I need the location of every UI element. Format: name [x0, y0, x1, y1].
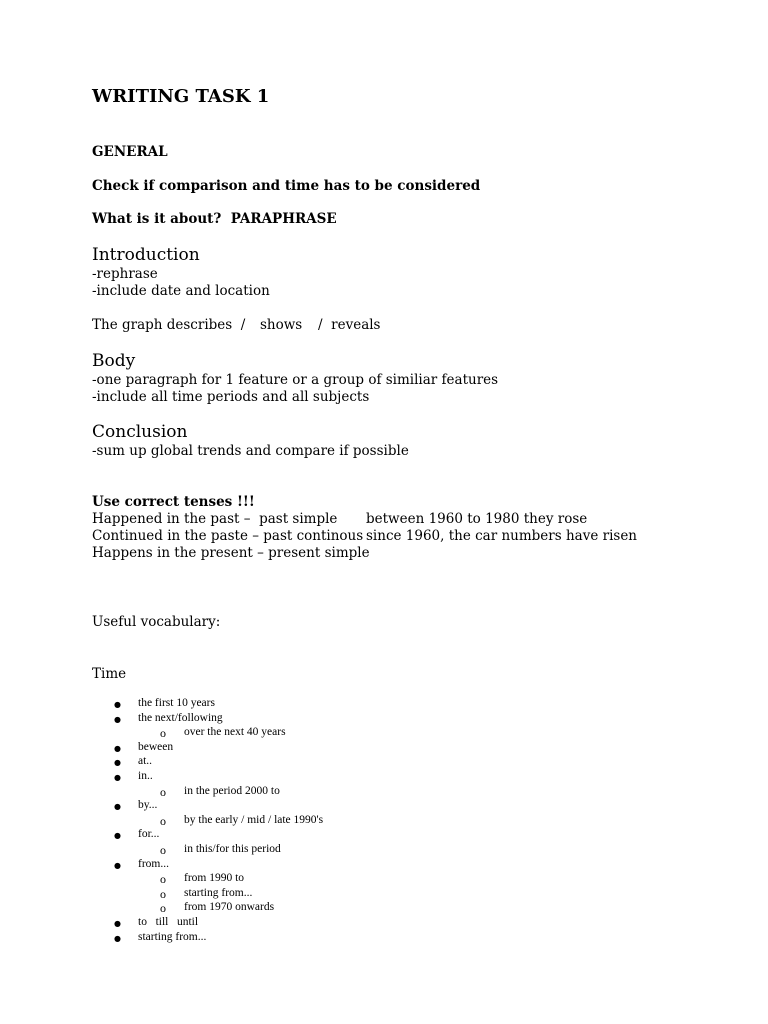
vocab-subitem: from 1970 onwards — [184, 901, 275, 914]
tense-rule: Happens in the present – present simple — [92, 545, 370, 561]
bullet-icon: ● — [114, 758, 121, 768]
vocab-subitem: over the next 40 years — [184, 726, 286, 739]
vocab-item: in.. — [138, 770, 153, 782]
sub-bullet-icon: o — [160, 886, 166, 901]
vocab-subitem: in this/for this period — [184, 843, 281, 855]
general-check-line: Check if comparison and time has to be considered — [92, 178, 481, 194]
introduction-phrase: The graph describes / — [92, 317, 246, 333]
conclusion-line: -sum up global trends and compare if possible — [92, 443, 409, 459]
body-heading: Body — [92, 351, 136, 371]
bullet-icon: ● — [114, 714, 121, 724]
vocab-subitem: starting from... — [184, 886, 253, 899]
sub-bullet-icon: o — [160, 726, 166, 741]
bullet-icon: ● — [114, 860, 121, 870]
general-question-line: What is it about? PARAPHRASE — [92, 211, 337, 227]
bullet-icon: ● — [114, 743, 121, 753]
page-title: WRITING TASK 1 — [92, 86, 270, 107]
vocab-item: from... — [138, 857, 169, 870]
tenses-heading: Use correct tenses !!! — [92, 494, 255, 510]
vocab-item: starting from... — [138, 930, 207, 943]
introduction-phrase: shows — [260, 317, 303, 333]
sub-bullet-icon: o — [160, 872, 166, 887]
bullet-icon: ● — [114, 933, 121, 943]
sub-bullet-icon: o — [160, 813, 166, 828]
vocab-item: by... — [138, 799, 158, 812]
tense-example: since 1960, the car numbers have risen — [366, 528, 638, 544]
introduction-line: -rephrase — [92, 266, 158, 282]
introduction-heading: Introduction — [92, 245, 200, 265]
bullet-icon: ● — [114, 919, 121, 928]
bullet-icon: ● — [114, 802, 121, 812]
sub-bullet-icon: o — [160, 843, 166, 857]
tense-example: between 1960 to 1980 they rose — [366, 511, 588, 527]
vocab-item: the next/following — [138, 711, 223, 724]
vocab-item: beween — [138, 740, 174, 753]
conclusion-heading: Conclusion — [92, 422, 188, 442]
vocab-subitem: from 1990 to — [184, 872, 245, 885]
vocab-item: the first 10 years — [138, 697, 215, 709]
vocab-item: to till until — [138, 916, 199, 928]
vocab-heading: Useful vocabulary: — [92, 614, 221, 630]
introduction-line: -include date and location — [92, 283, 270, 299]
bullet-icon: ● — [114, 773, 121, 782]
vocab-item: for... — [138, 828, 160, 841]
body-line: -include all time periods and all subjects — [92, 389, 370, 405]
body-line: -one paragraph for 1 feature or a group of similiar features — [92, 372, 499, 388]
general-heading: GENERAL — [92, 144, 168, 160]
sub-bullet-icon: o — [160, 901, 166, 916]
vocab-item: at.. — [138, 755, 153, 768]
tense-rule: Continued in the paste – past continous — [92, 528, 364, 544]
sub-bullet-icon: o — [160, 784, 166, 799]
introduction-phrase: / reveals — [318, 317, 381, 333]
time-heading: Time — [92, 666, 127, 682]
bullet-icon: ● — [114, 831, 121, 841]
tense-rule: Happened in the past – past simple — [92, 511, 338, 527]
vocab-subitem: in the period 2000 to — [184, 784, 280, 797]
vocab-subitem: by the early / mid / late 1990's — [184, 813, 324, 826]
bullet-icon: ● — [114, 700, 121, 709]
